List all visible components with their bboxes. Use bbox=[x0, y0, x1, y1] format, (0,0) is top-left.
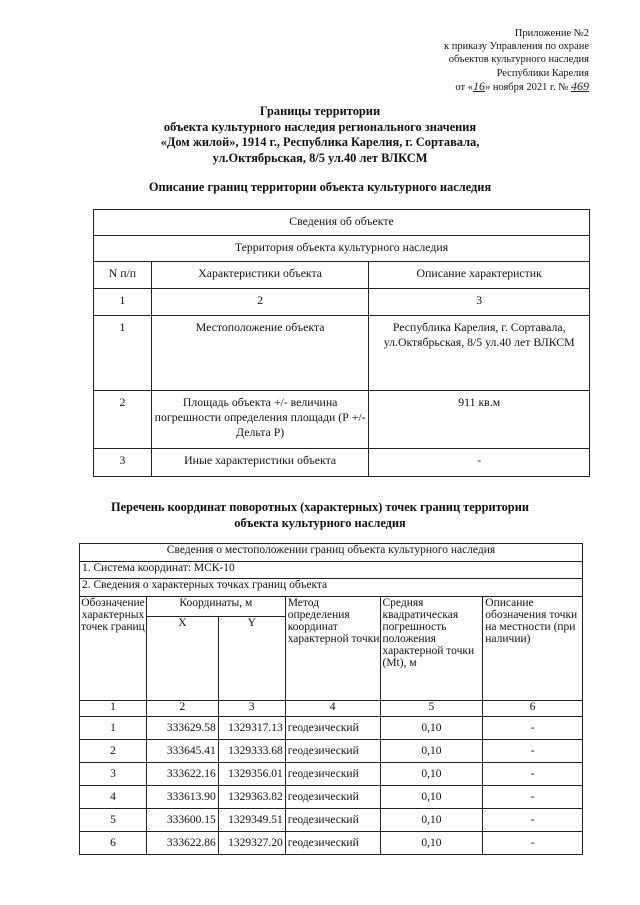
column-header-description: Описание обозначения точки на местности (при наличии) bbox=[483, 597, 583, 701]
point-accuracy: 0,10 bbox=[380, 717, 483, 740]
row-name: Местоположение объекта bbox=[151, 316, 369, 391]
section-heading-coordinates bbox=[0, 500, 640, 531]
table-row bbox=[80, 786, 583, 809]
table-row bbox=[80, 717, 583, 740]
table-header: Территория объекта культурного наследия bbox=[94, 236, 590, 262]
point-description: - bbox=[483, 740, 583, 763]
date-prefix: от « bbox=[455, 81, 473, 93]
column-number: 5 bbox=[380, 701, 483, 717]
coordinate-system: 1. Система координат: МСК-10 bbox=[80, 562, 583, 579]
column-number: 3 bbox=[369, 289, 590, 316]
point-number: 3 bbox=[80, 763, 147, 786]
document-title bbox=[0, 104, 640, 166]
point-description: - bbox=[483, 763, 583, 786]
point-accuracy: 0,10 bbox=[380, 809, 483, 832]
column-number: 1 bbox=[80, 701, 147, 717]
table-row bbox=[94, 449, 590, 477]
row-description: Республика Карелия, г. Сортавала, ул.Октябрьская, 8/5 ул.40 лет ВЛКСМ bbox=[369, 316, 590, 391]
heading-line: Перечень координат поворотных (характерных) точек границ территории bbox=[111, 500, 529, 514]
appendix-line: Приложение №2 bbox=[514, 28, 589, 39]
point-y: 1329327.20 bbox=[218, 832, 285, 855]
title-line: Границы территории bbox=[259, 104, 381, 118]
point-x: 333600.15 bbox=[146, 809, 218, 832]
point-accuracy: 0,10 bbox=[380, 740, 483, 763]
table-row bbox=[94, 391, 590, 449]
table-header: Сведения о местоположении границ объекта культурного наследия bbox=[80, 544, 583, 562]
row-number: 2 bbox=[94, 391, 152, 449]
row-name: Площадь объекта +/- величина погрешности определения площади (Р +/- Дельта Р) bbox=[151, 391, 369, 449]
column-number: 1 bbox=[94, 289, 152, 316]
row-name: Иные характеристики объекта bbox=[151, 449, 369, 477]
table-row bbox=[80, 763, 583, 786]
row-description: 911 кв.м bbox=[369, 391, 590, 449]
row-description: - bbox=[369, 449, 590, 477]
point-accuracy: 0,10 bbox=[380, 786, 483, 809]
appendix-line: Республики Карелия bbox=[496, 67, 589, 79]
title-line: «Дом жилой», 1914 г., Республика Карелия, г. Сортавала, bbox=[160, 135, 480, 149]
column-header: N п/п bbox=[94, 262, 152, 289]
column-header: Описание характеристик bbox=[369, 262, 590, 289]
point-y: 1329363.82 bbox=[218, 786, 285, 809]
point-accuracy: 0,10 bbox=[380, 763, 483, 786]
date-middle: » ноября 2021 г. № bbox=[484, 81, 569, 93]
point-x: 333622.86 bbox=[146, 832, 218, 855]
point-y: 1329356.01 bbox=[218, 763, 285, 786]
point-y: 1329349.51 bbox=[218, 809, 285, 832]
appendix-date-line bbox=[349, 80, 589, 94]
table-row bbox=[80, 832, 583, 855]
row-number: 3 bbox=[94, 449, 152, 477]
column-number: 6 bbox=[483, 701, 583, 717]
column-number: 4 bbox=[285, 701, 380, 717]
handwritten-number: 469 bbox=[571, 78, 589, 93]
column-header: Характеристики объекта bbox=[151, 262, 369, 289]
object-info-table bbox=[93, 209, 590, 477]
column-header-x: X bbox=[146, 617, 218, 701]
point-x: 333645.41 bbox=[146, 740, 218, 763]
point-accuracy: 0,10 bbox=[380, 832, 483, 855]
coordinates-table bbox=[79, 543, 583, 855]
point-description: - bbox=[483, 809, 583, 832]
column-header-point: Обозначение характерных точек границ bbox=[80, 597, 147, 701]
title-line: объекта культурного наследия регионального значения bbox=[163, 119, 477, 134]
column-header-coords: Координаты, м bbox=[146, 597, 285, 617]
point-x: 333622.16 bbox=[146, 763, 218, 786]
point-x: 333613.90 bbox=[146, 786, 218, 809]
point-description: - bbox=[483, 832, 583, 855]
table-header: Сведения об объекте bbox=[94, 210, 590, 236]
point-method: геодезический bbox=[285, 740, 380, 763]
point-description: - bbox=[483, 717, 583, 740]
column-number: 2 bbox=[146, 701, 218, 717]
column-number: 2 bbox=[151, 289, 369, 316]
point-number: 1 bbox=[80, 717, 147, 740]
row-number: 1 bbox=[94, 316, 152, 391]
point-method: геодезический bbox=[285, 763, 380, 786]
point-method: геодезический bbox=[285, 786, 380, 809]
point-number: 6 bbox=[80, 832, 147, 855]
appendix-header bbox=[349, 27, 589, 94]
appendix-line: объектов культурного наследия bbox=[448, 54, 589, 66]
point-y: 1329317.13 bbox=[218, 717, 285, 740]
point-description: - bbox=[483, 786, 583, 809]
point-x: 333629.58 bbox=[146, 717, 218, 740]
handwritten-day: 16 bbox=[472, 78, 485, 93]
point-method: геодезический bbox=[285, 717, 380, 740]
points-caption: 2. Сведения о характерных точках границ объекта bbox=[80, 579, 583, 597]
point-number: 2 bbox=[80, 740, 147, 763]
point-y: 1329333.68 bbox=[218, 740, 285, 763]
point-number: 5 bbox=[80, 809, 147, 832]
column-header-y: Y bbox=[218, 617, 285, 701]
section-heading: Описание границ территории объекта культурного наследия bbox=[148, 180, 492, 194]
column-number: 3 bbox=[218, 701, 285, 717]
point-number: 4 bbox=[80, 786, 147, 809]
table-row bbox=[80, 809, 583, 832]
column-header-accuracy: Средняя квадратическая погрешность положения характерной точки (Mt), м bbox=[380, 597, 483, 701]
appendix-line: к приказу Управления по охране bbox=[444, 41, 589, 53]
point-method: геодезический bbox=[285, 832, 380, 855]
table-row bbox=[80, 740, 583, 763]
table-row bbox=[94, 316, 590, 391]
heading-line: объекта культурного наследия bbox=[234, 515, 406, 530]
column-header-method: Метод определения координат характерной точки bbox=[285, 597, 380, 701]
point-method: геодезический bbox=[285, 809, 380, 832]
title-line: ул.Октябрьская, 8/5 ул.40 лет ВЛКСМ bbox=[212, 150, 428, 165]
